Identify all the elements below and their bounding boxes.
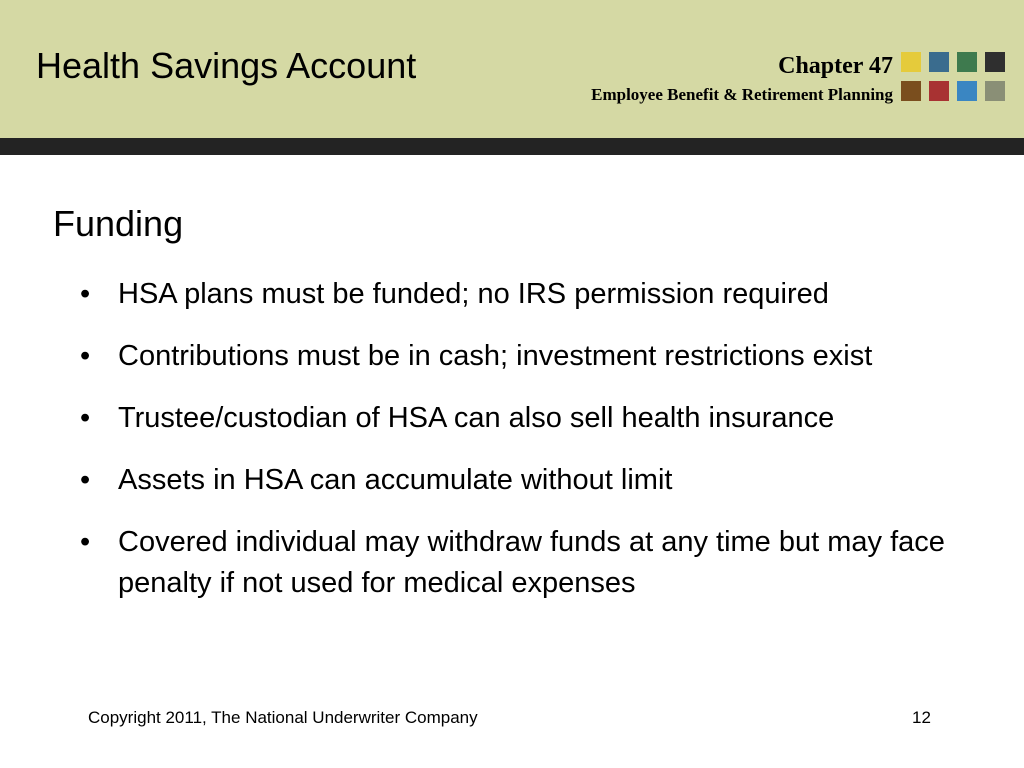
decorative-color-squares <box>901 52 1007 104</box>
bullet-item <box>80 398 980 439</box>
section-heading: Funding <box>53 203 184 244</box>
header-divider-bar <box>0 138 1024 155</box>
deck-title: Health Savings Account <box>36 45 417 86</box>
color-square <box>985 81 1005 101</box>
color-square <box>901 52 921 72</box>
bullet-text: Assets in HSA can accumulate without limit <box>118 464 673 496</box>
bullet-marker: • <box>80 402 91 434</box>
bullet-text: Trustee/custodian of HSA can also sell health insurance <box>118 402 835 434</box>
bullet-item <box>80 274 980 315</box>
copyright-notice: Copyright 2011, The National Underwriter Company <box>88 708 478 727</box>
color-square <box>957 81 977 101</box>
bullet-list <box>80 274 980 625</box>
color-square <box>957 52 977 72</box>
bullet-text: Contributions must be in cash; investment restrictions exist <box>118 340 873 372</box>
color-square <box>985 52 1005 72</box>
chapter-label: Chapter 47 <box>778 53 893 79</box>
bullet-text: Covered individual may withdraw funds at any time but may face penalty if not used for medical expenses <box>118 526 945 599</box>
bullet-marker: • <box>80 464 91 496</box>
bullet-marker: • <box>80 278 91 310</box>
color-square <box>901 81 921 101</box>
color-square <box>929 52 949 72</box>
bullet-text: HSA plans must be funded; no IRS permission required <box>118 278 829 310</box>
slide-header <box>0 0 1024 138</box>
bullet-item <box>80 460 980 501</box>
bullet-item <box>80 522 980 604</box>
bullet-marker: • <box>80 340 91 372</box>
page-number: 12 <box>912 708 931 727</box>
bullet-item <box>80 336 980 377</box>
bullet-marker: • <box>80 526 91 558</box>
book-subtitle: Employee Benefit & Retirement Planning <box>591 85 893 104</box>
color-square <box>929 81 949 101</box>
